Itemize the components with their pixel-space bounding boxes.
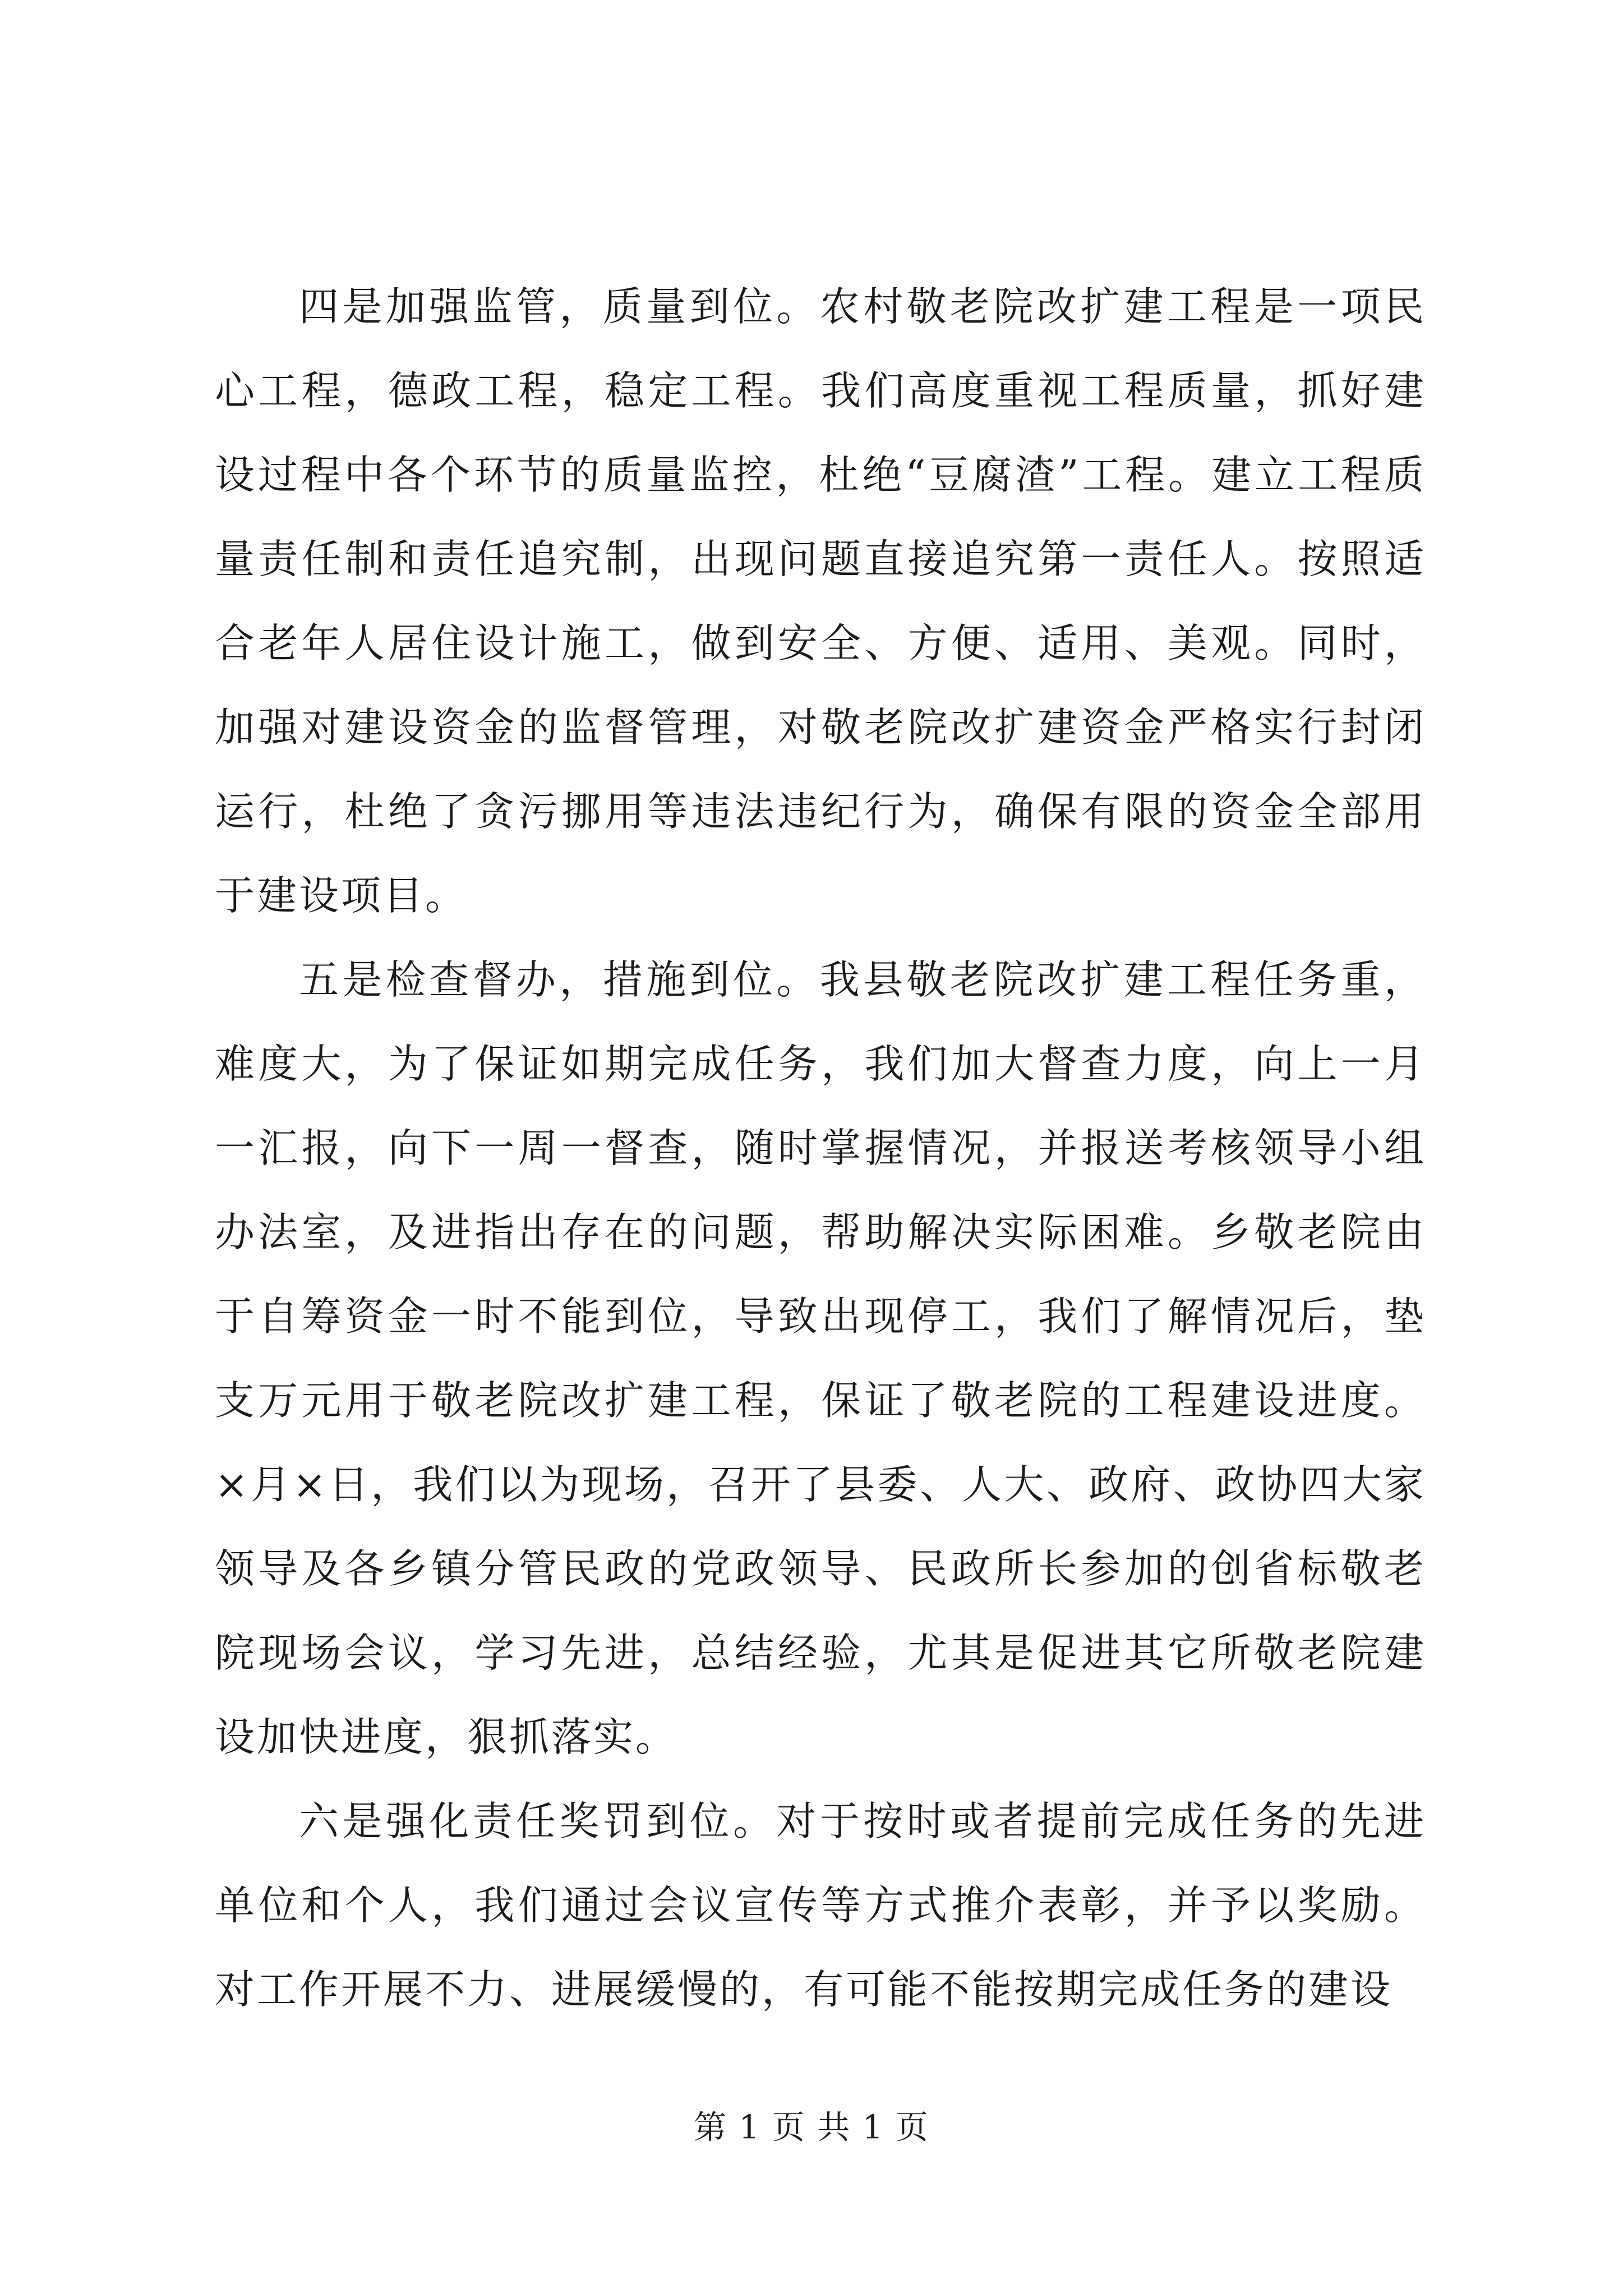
paragraph-supervision-quality: 四是加强监管，质量到位。农村敬老院改扩建工程是一项民心工程，德政工程，稳定工程。我们高度重视工程质量，抓好建设过程中各个环节的质量监控，杜绝“豆腐渣”工程。建立工程质量责任制和责任追究制，出现问题直接追究第一责任人。按照适合老年人居住设计施工，做到安全、方便、适用、美观。同时，加强对建设资金的监督管理，对敬老院改扩建资金严格实行封闭运行，杜绝了贪污挪用等违法违纪行为，确保有限的资金全部用于建设项目。 bbox=[215, 283, 1426, 919]
paragraph-responsibility-rewards: 六是强化责任奖罚到位。对于按时或者提前完成任务的先进单位和个人，我们通过会议宣传等方式推介表彰，并予以奖励。对工作开展不力、进展缓慢的，有可能不能按期完成任务的建设 bbox=[215, 1798, 1426, 2013]
page-number-footer: 第 1 页 共 1 页 bbox=[694, 2108, 929, 2146]
document-body bbox=[215, 265, 1426, 2032]
paragraph-inspection-measures: 五是检查督办，措施到位。我县敬老院改扩建工程任务重，难度大，为了保证如期完成任务，我们加大督查力度，向上一月一汇报，向下一周一督查，随时掌握情况，并报送考核领导小组办法室，及进指出存在的问题，帮助解决实际困难。乡敬老院由于自筹资金一时不能到位，导致出现停工，我们了解情况后，垫支万元用于敬老院改扩建工程，保证了敬老院的工程建设进度。×月×日，我们以为现场，召开了县委、人大、政府、政协四大家领导及各乡镇分管民政的党政领导、民政所长参加的创省标敬老院现场会议，学习先进，总结经验，尤其是促进其它所敬老院建设加快进度，狠抓落实。 bbox=[215, 956, 1426, 1760]
